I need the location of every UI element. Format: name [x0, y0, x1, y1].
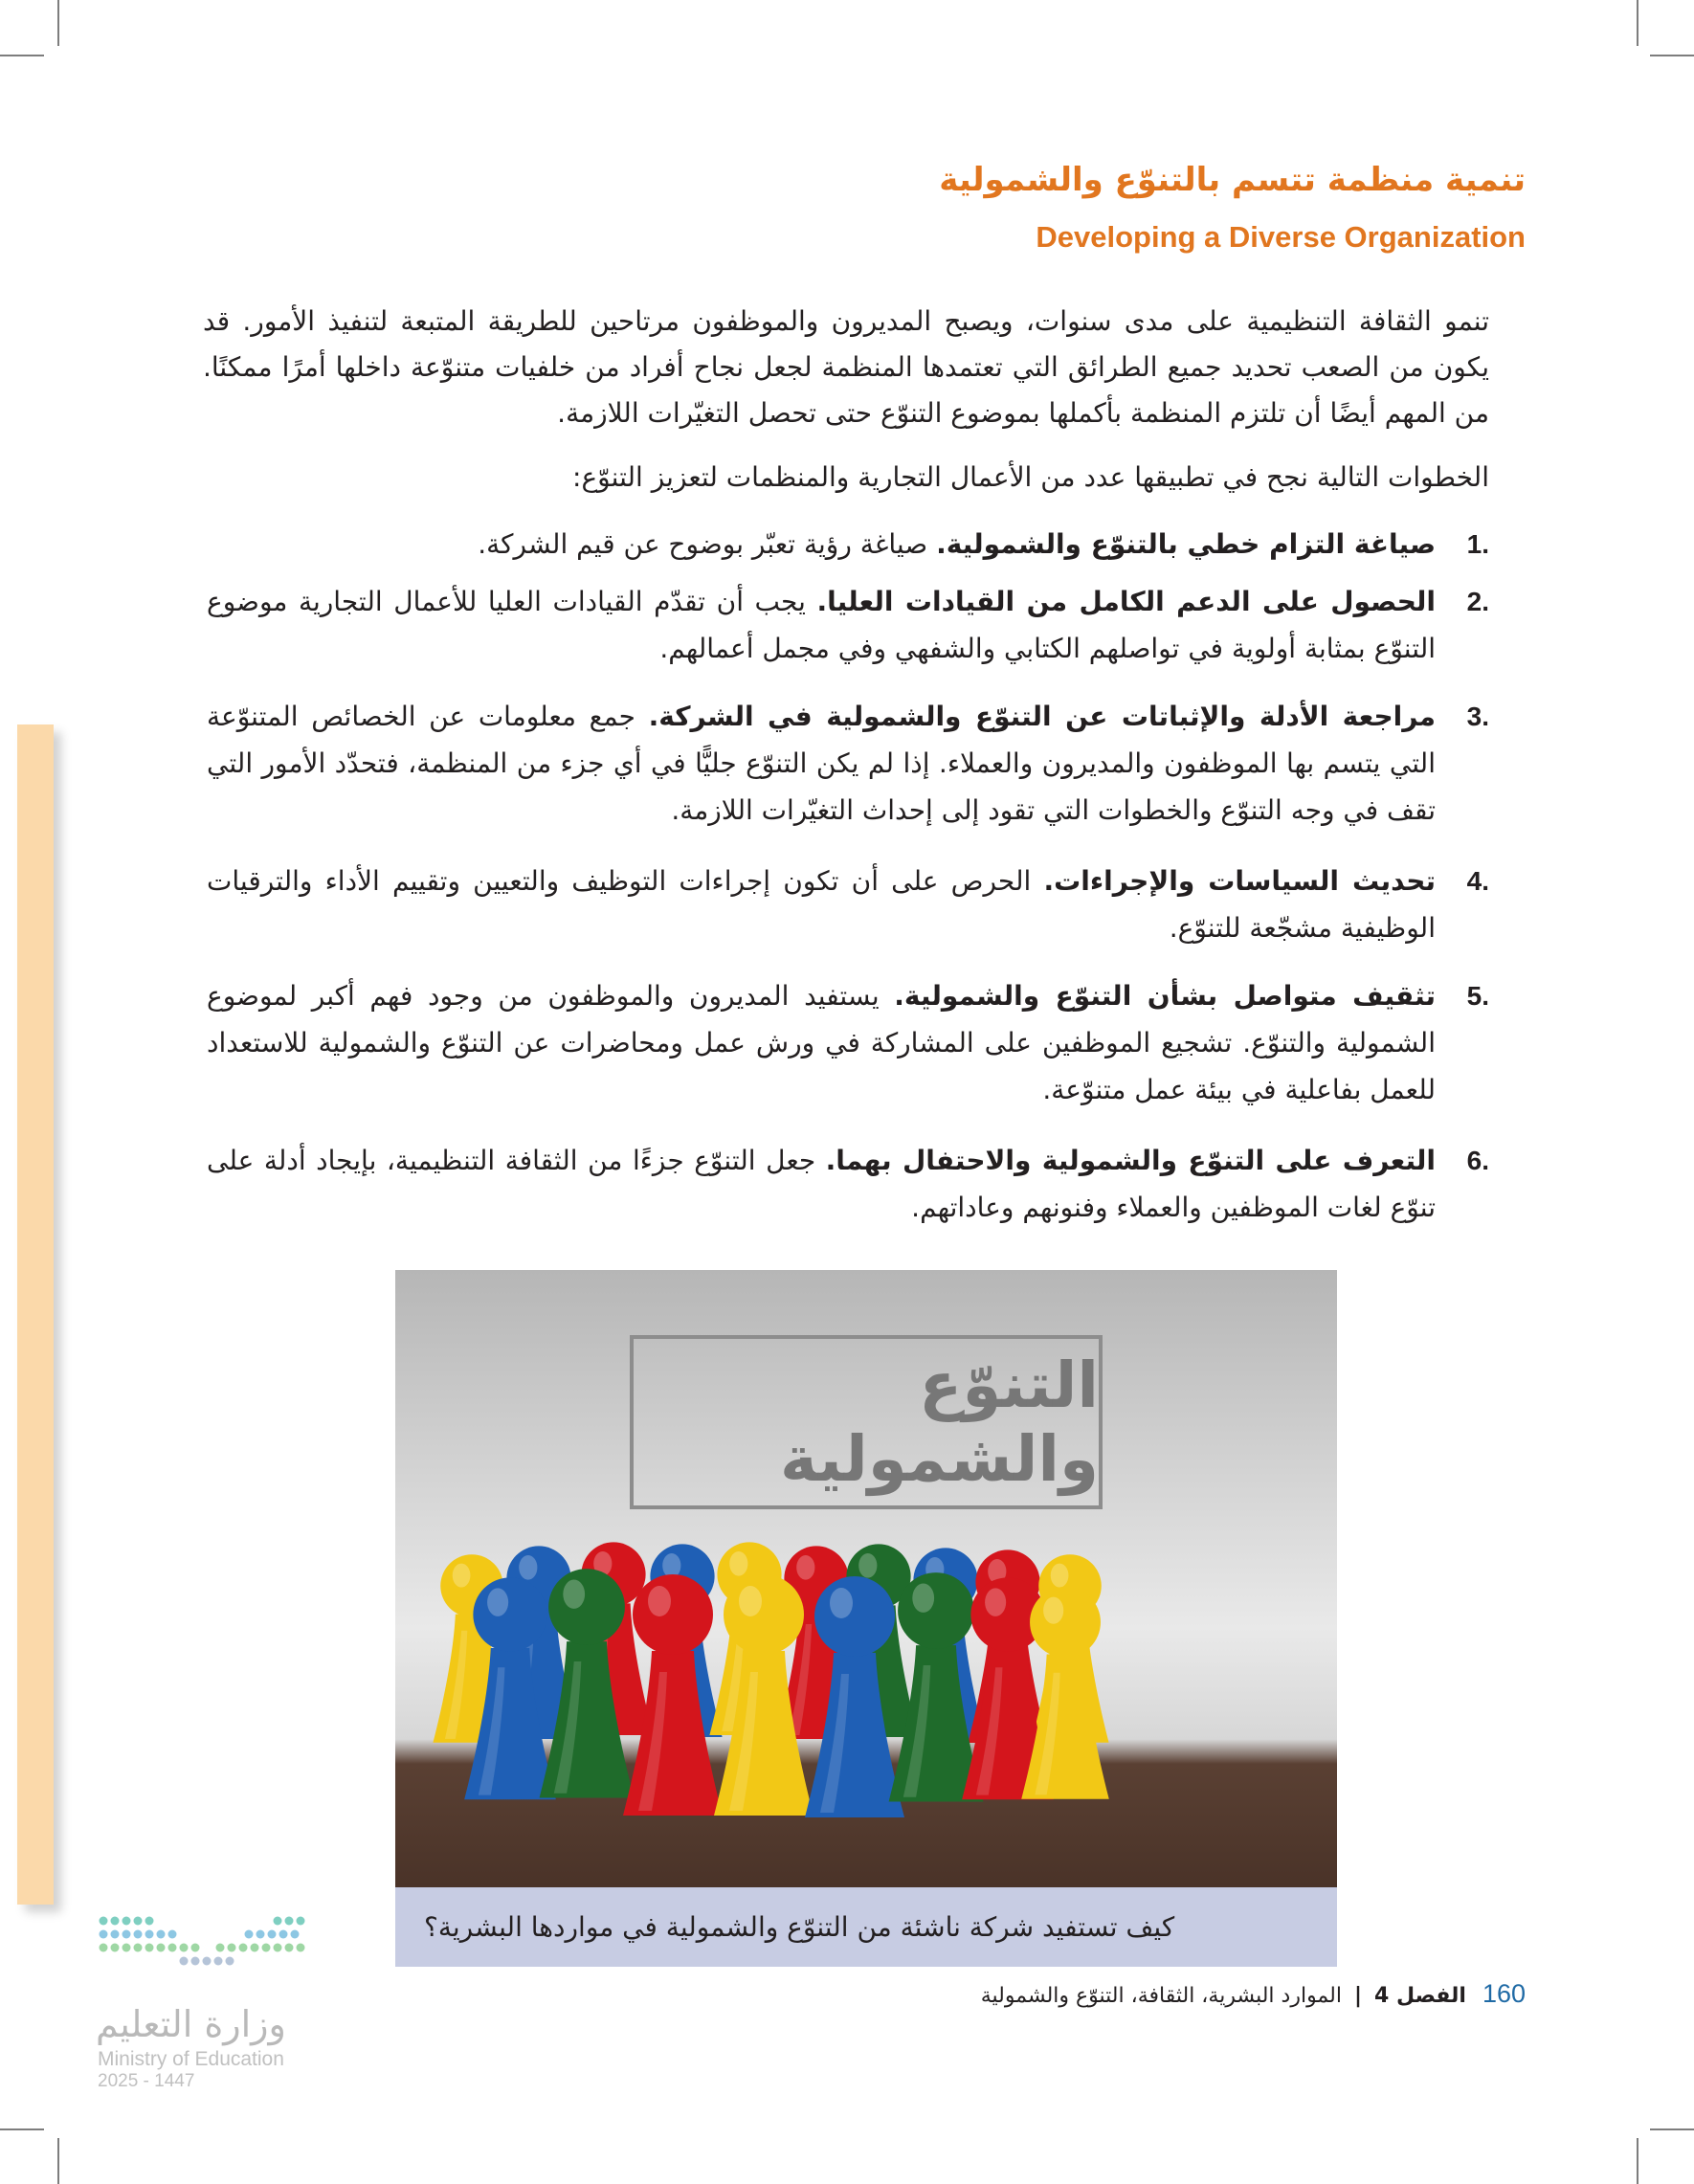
- logo-dot: [111, 1930, 120, 1939]
- logo-dot: [145, 1930, 154, 1939]
- footer-separator: |: [1353, 1984, 1363, 2008]
- step-heading: مراجعة الأدلة والإثباتات عن التنوّع والشمولية في الشركة.: [648, 701, 1436, 732]
- logo-dot: [134, 1944, 143, 1952]
- page-number: 160: [1482, 1979, 1526, 2008]
- logo-dot: [285, 1917, 294, 1926]
- step-heading: الحصول على الدعم الكامل من القيادات العليا.: [816, 586, 1436, 617]
- logo-dot: [291, 1930, 300, 1939]
- logo-dot: [111, 1917, 120, 1926]
- logo-dot: [297, 1917, 305, 1926]
- list-item: [207, 858, 1489, 972]
- logo-dot: [251, 1944, 259, 1952]
- list-item: [207, 972, 1489, 1137]
- intro-paragraph: تنمو الثقافة التنظيمية على مدى سنوات، ويصبح المديرون والموظفون مرتاحين للطريقة المتبعة لتنفيذ الأمور. قد يكون من الصعب تحديد جميع الطرائق التي تعتمدها المنظمة لجعل نجاح أفراد من خلفيات متنوّعة داخلها أمرًا ممكنًا. من المهم أيضًا أن تلتزم المنظمة بأكملها بموضوع التنوّع حتى تحصل التغيّرات اللازمة.: [203, 305, 1489, 429]
- logo-dot: [100, 1930, 108, 1939]
- logo-dot: [226, 1957, 234, 1966]
- logo-dot: [100, 1917, 108, 1926]
- steps-lead-paragraph: الخطوات التالية نجح في تطبيقها عدد من الأعمال التجارية والمنظمات لتعزيز التنوّع:: [572, 461, 1489, 493]
- ministry-name-english: Ministry of Education: [98, 2048, 284, 2070]
- step-text: يجب أن تقدّم القيادات العليا للأعمال التجارية موضوع التنوّع بمثابة أولوية في تواصلهم الكتابي والشفهي وفي مجمل أعمالهم.: [207, 586, 1436, 664]
- logo-dot: [145, 1917, 154, 1926]
- photo-caption: [395, 1887, 1337, 1967]
- step-text: جعل التنوّع جزءًا من الثقافة التنظيمية، بإيجاد أدلة على تنوّع لغات الموظفين والعملاء وفنونهم وعاداتهم.: [207, 1145, 1436, 1223]
- diversity-photo: [395, 1270, 1337, 1887]
- logo-dot: [145, 1944, 154, 1952]
- section-title-arabic: تنمية منظمة تتسم بالتنوّع والشمولية: [939, 161, 1526, 199]
- chapter-label: الفصل 4: [1374, 1984, 1466, 2008]
- list-item: [207, 521, 1489, 578]
- crop-mark: [1637, 0, 1638, 46]
- logo-dot: [157, 1930, 166, 1939]
- chapter-title: الموارد البشرية، الثقافة، التنوّع والشمولية: [980, 1984, 1342, 2008]
- logo-dot: [297, 1944, 305, 1952]
- logo-dot: [274, 1944, 282, 1952]
- logo-dot: [100, 1944, 108, 1952]
- step-text: صياغة رؤية تعبّر بوضوح عن قيم الشركة.: [478, 528, 937, 560]
- logo-dot: [274, 1917, 282, 1926]
- step-number: 4.: [1466, 866, 1489, 896]
- crop-mark: [0, 55, 44, 56]
- logo-dot: [262, 1944, 271, 1952]
- step-number: 3.: [1466, 702, 1489, 731]
- pawn-figures-illustration: [395, 1270, 1337, 1887]
- section-title-english: Developing a Diverse Organization: [1036, 220, 1526, 254]
- step-number: 1.: [1466, 529, 1489, 559]
- ministry-dots-icon: [96, 1907, 316, 2003]
- photo-sign-text: التنوّع والشمولية: [780, 1348, 1099, 1496]
- logo-dot: [134, 1917, 143, 1926]
- logo-dot: [168, 1944, 177, 1952]
- step-heading: صياغة التزام خطي بالتنوّع والشمولية.: [936, 528, 1436, 560]
- crop-mark: [57, 2138, 59, 2184]
- ministry-name-arabic: وزارة التعليم: [96, 2003, 286, 2045]
- logo-dot: [180, 1944, 189, 1952]
- side-accent-bar: [17, 724, 54, 1905]
- logo-dot: [268, 1930, 277, 1939]
- ministry-year: 2025 - 1447: [98, 2071, 195, 2091]
- crop-mark: [1650, 55, 1694, 56]
- step-text: الحرص على أن تكون إجراءات التوظيف والتعيين وتقييم الأداء والترقيات الوظيفية مشجّعة للتنوّع.: [207, 865, 1436, 944]
- step-heading: تثقيف متواصل بشأن التنوّع والشمولية.: [894, 980, 1437, 1012]
- logo-dot: [245, 1930, 254, 1939]
- logo-dot: [123, 1944, 131, 1952]
- logo-dot: [279, 1930, 288, 1939]
- logo-dot: [180, 1957, 189, 1966]
- crop-mark: [57, 0, 59, 46]
- logo-dot: [157, 1944, 166, 1952]
- ministry-logo: [96, 1907, 316, 2099]
- logo-dot: [256, 1930, 265, 1939]
- logo-dot: [168, 1930, 177, 1939]
- step-number: 6.: [1466, 1146, 1489, 1175]
- logo-dot: [214, 1957, 223, 1966]
- page-footer: [981, 1979, 1526, 2009]
- list-item: [207, 578, 1489, 693]
- logo-dot: [216, 1944, 225, 1952]
- logo-dot: [191, 1957, 200, 1966]
- crop-mark: [1650, 2128, 1694, 2130]
- crop-mark: [1637, 2138, 1638, 2184]
- step-heading: التعرف على التنوّع والشمولية والاحتفال بهما.: [825, 1145, 1436, 1176]
- logo-dot: [191, 1944, 200, 1952]
- logo-dot: [285, 1944, 294, 1952]
- photo-caption-text: كيف تستفيد شركة ناشئة من التنوّع والشمولية في مواردها البشرية؟: [424, 1911, 1175, 1943]
- steps-list: [207, 511, 1489, 1231]
- step-number: 5.: [1466, 981, 1489, 1011]
- step-number: 2.: [1466, 587, 1489, 616]
- logo-dot: [134, 1930, 143, 1939]
- list-item: [207, 1137, 1489, 1231]
- logo-dot: [123, 1917, 131, 1926]
- step-text: جمع معلومات عن الخصائص المتنوّعة التي يتسم بها الموظفون والمديرون والعملاء. إذا لم يكن التنوّع جليًّا في أي جزء من المنظمة، فتحدّد الأمور التي تقف في وجه التنوّع والخطوات التي تقود إلى إحداث التغيّرات اللازمة.: [207, 701, 1436, 826]
- logo-dot: [239, 1944, 248, 1952]
- step-text: يستفيد المديرون والموظفون من وجود فهم أكبر لموضوع الشمولية والتنوّع. تشجيع الموظفين على المشاركة في ورش عمل ومحاضرات عن التنوّع والشمولية للاستعداد للعمل بفاعلية في بيئة عمل متنوّعة.: [207, 980, 1436, 1105]
- logo-dot: [111, 1944, 120, 1952]
- step-heading: تحديث السياسات والإجراءات.: [1043, 865, 1436, 897]
- logo-dot: [123, 1930, 131, 1939]
- logo-dot: [203, 1957, 212, 1966]
- logo-dot: [228, 1944, 236, 1952]
- crop-mark: [0, 2128, 44, 2130]
- list-item: [207, 693, 1489, 858]
